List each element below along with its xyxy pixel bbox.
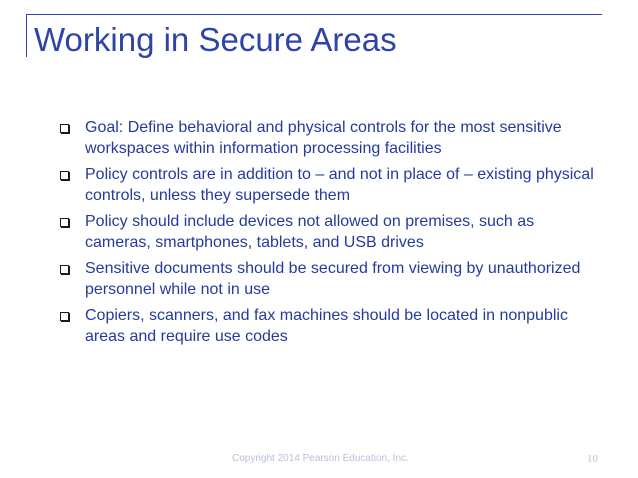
bullet-item: [60, 165, 600, 206]
bullet-text: Goal: Define behavioral and physical controls for the most sensitive workspaces within information processing facilities: [85, 119, 562, 157]
bullet-item: [60, 306, 600, 347]
title-top-rule: [26, 14, 602, 15]
square-bullet-icon: [60, 218, 69, 227]
slide-title: Working in Secure Areas: [34, 21, 397, 58]
bullet-list: [60, 118, 600, 353]
slide-footer: [0, 453, 638, 467]
bullet-text: Copiers, scanners, and fax machines should be located in nonpublic areas and require use codes: [85, 307, 568, 345]
square-bullet-icon: [60, 171, 69, 180]
bullet-text: Policy controls are in addition to – and not in place of – existing physical controls, unless they supersede them: [85, 166, 594, 204]
page-number: 10: [587, 453, 598, 465]
bullet-item: [60, 212, 600, 253]
bullet-text: Policy should include devices not allowed on premises, such as cameras, smartphones, tablets, and USB drives: [85, 213, 535, 251]
copyright-notice: Copyright 2014 Pearson Education, Inc.: [232, 453, 409, 464]
bullet-item: [60, 259, 600, 300]
square-bullet-icon: [60, 124, 69, 133]
square-bullet-icon: [60, 265, 69, 274]
title-left-rule: [26, 14, 27, 57]
square-bullet-icon: [60, 312, 69, 321]
bullet-text: Sensitive documents should be secured from viewing by unauthorized personnel while not in use: [85, 260, 581, 298]
bullet-item: [60, 118, 600, 159]
